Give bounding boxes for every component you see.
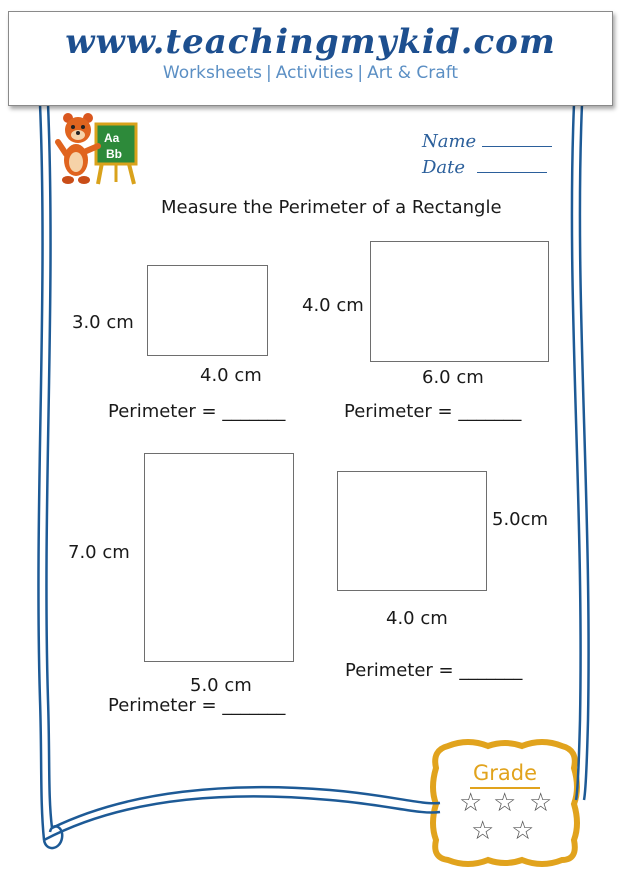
rectangle-3-bottom-label: 5.0 cm — [190, 675, 252, 696]
rectangle-1-bottom-label: 4.0 cm — [200, 365, 262, 386]
nav-separator: | — [357, 63, 364, 83]
name-label: Name — [422, 131, 477, 152]
date-label: Date — [422, 157, 466, 178]
site-nav — [9, 62, 612, 84]
rectangle-1-side-label: 3.0 cm — [72, 312, 134, 333]
nav-separator: | — [266, 63, 272, 83]
nav-link-art-craft[interactable]: Art & Craft — [367, 63, 459, 83]
rectangle-4-bottom-label: 4.0 cm — [386, 608, 448, 629]
grade-label: Grade — [472, 761, 538, 785]
board-text: Aa — [104, 131, 120, 145]
grade-star-icon[interactable]: ☆ — [471, 816, 495, 846]
grade-star-icon[interactable]: ☆ — [511, 816, 535, 846]
rectangle-2-perimeter-answer[interactable]: Perimeter = _______ — [344, 401, 522, 422]
nav-link-worksheets[interactable]: Worksheets — [162, 63, 263, 83]
site-url[interactable]: www.teachingmykid.com — [65, 22, 556, 62]
rectangle-2-side-label: 4.0 cm — [302, 295, 364, 316]
worksheet-title: Measure the Perimeter of a Rectangle — [161, 197, 502, 218]
rectangle-4-side-label: 5.0cm — [492, 509, 549, 530]
rectangle-4-perimeter-answer[interactable]: Perimeter = _______ — [345, 660, 523, 681]
grade-star-icon[interactable]: ☆ — [459, 788, 483, 818]
site-header — [8, 11, 613, 106]
rectangle-3-side-label: 7.0 cm — [68, 542, 130, 563]
nav-link-activities[interactable]: Activities — [275, 63, 354, 83]
rectangle-1-perimeter-answer[interactable]: Perimeter = _______ — [108, 401, 286, 422]
grade-star-icon[interactable]: ☆ — [529, 788, 553, 818]
rectangle-2-bottom-label: 6.0 cm — [422, 367, 484, 388]
grade-star-icon[interactable]: ☆ — [493, 788, 517, 818]
board-text: Bb — [106, 147, 122, 161]
rectangle-3-perimeter-answer[interactable]: Perimeter = _______ — [108, 695, 286, 716]
